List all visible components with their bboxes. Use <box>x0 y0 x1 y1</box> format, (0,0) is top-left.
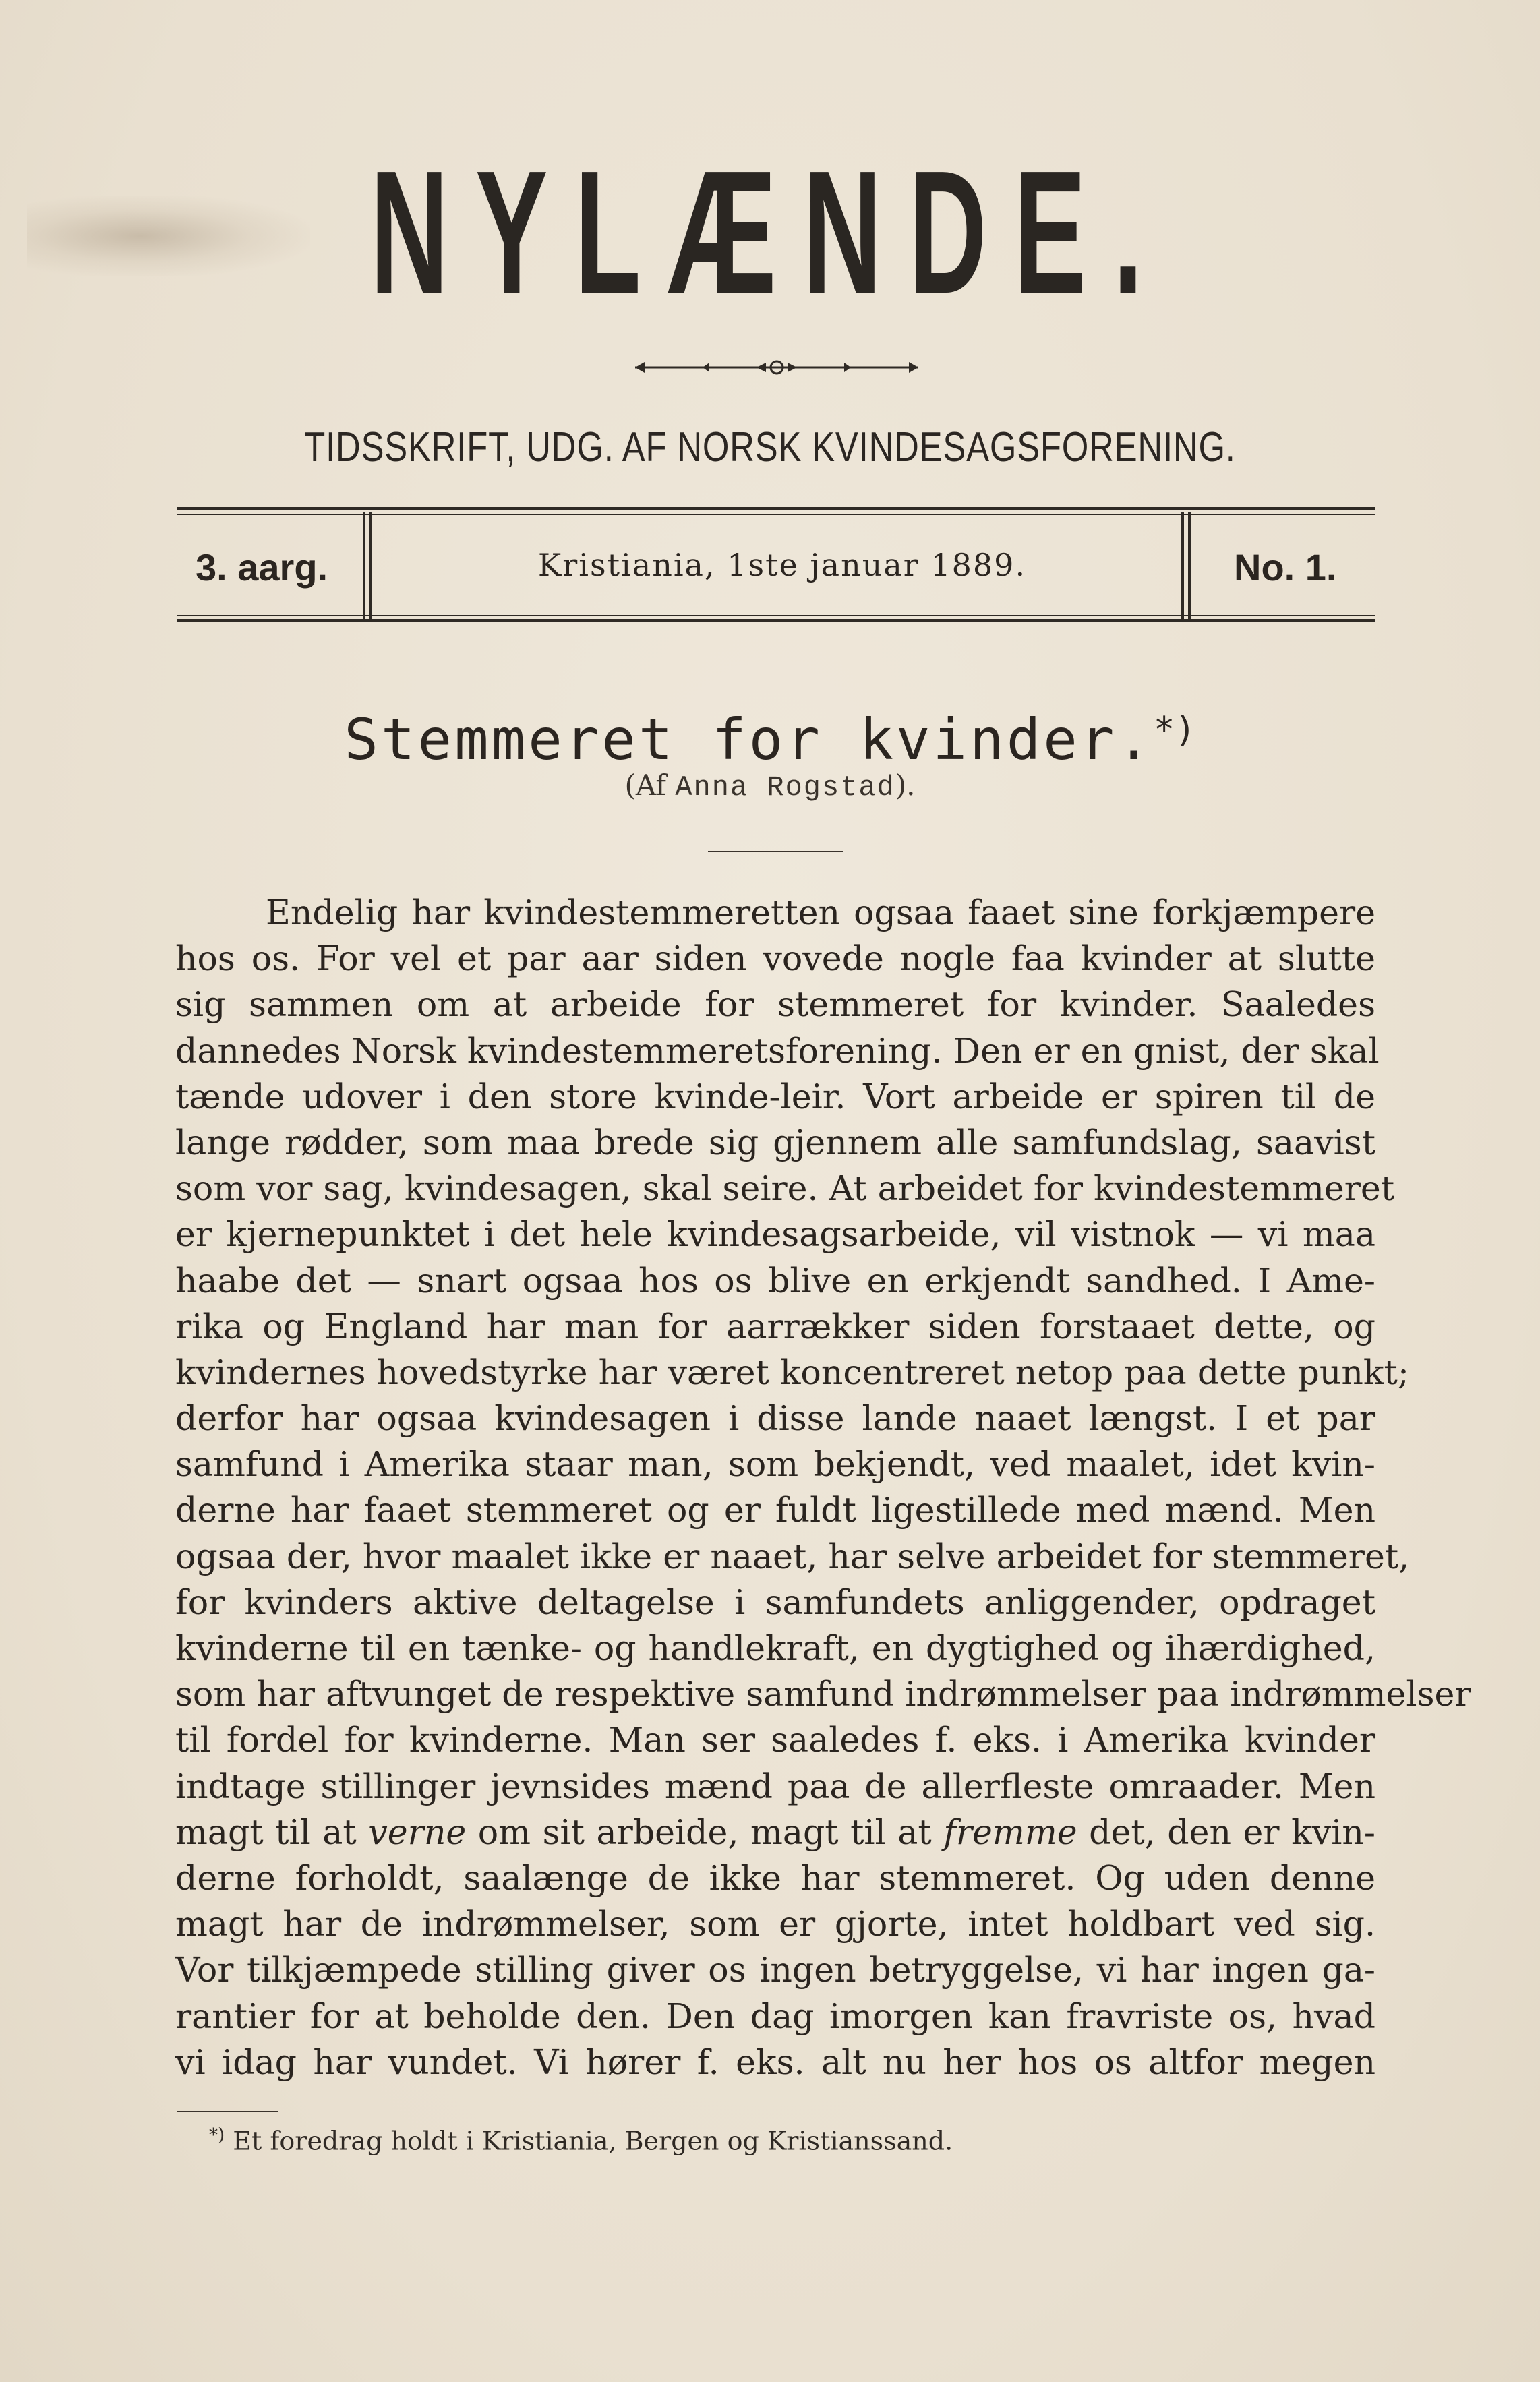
text-line: derfor har ogsaa kvindesagen i disse lande naaet længst. I et par <box>175 1398 1375 1439</box>
text-line: sig sammen om at arbeide for stemmeret for kvinder. Saaledes <box>175 984 1375 1025</box>
article-body <box>175 890 1471 2085</box>
footnote-rule <box>177 2111 278 2112</box>
volume-label: 3. aarg. <box>196 546 328 589</box>
infobar-divider <box>363 512 365 620</box>
byline-prefix: (Af <box>624 769 666 802</box>
article-title <box>0 707 1540 773</box>
text-line: samfund i Amerika staar man, som bekjendt, ved maalet, idet kvin- <box>175 1444 1375 1485</box>
text-segment: om sit arbeide, magt til at <box>466 1812 944 1852</box>
byline-suffix: ). <box>895 769 916 802</box>
text-line: Vor tilkjæmpede stilling giver os ingen betryggelse, vi har ingen ga- <box>175 1950 1375 1990</box>
text-segment: magt til at <box>175 1812 369 1852</box>
text-line: kvindernes hovedstyrke har været koncentreret netop paa dette punkt; <box>175 1352 1409 1392</box>
italic-word: fremme <box>943 1812 1077 1852</box>
author-name: Anna Rogstad <box>675 771 895 804</box>
infobar-bottom-rule <box>177 619 1375 622</box>
masthead-subtitle: TIDSSKRIFT, UDG. AF NORSK KVINDESAGSFORENING. <box>304 424 1236 471</box>
text-line: kvinderne til en tænke- og handlekraft, en dygtighed og ihærdighed, <box>175 1628 1375 1668</box>
footnote-mark: *) <box>209 2125 225 2145</box>
text-line: som har aftvunget de respektive samfund indrømmelser paa indrømmelser <box>175 1674 1471 1715</box>
text-line: haabe det — snart ogsaa hos os blive en erkjendt sandhed. I Ame- <box>175 1260 1375 1301</box>
text-line: rantier for at beholde den. Den dag imorgen kan fravriste os, hvad <box>175 1996 1375 2036</box>
infobar-top-rule <box>177 507 1375 510</box>
text-line: indtage stillinger jevnsides mænd paa de allerfleste omraader. Men <box>175 1766 1375 1806</box>
text-line: magt har de indrømmelser, som er gjorte, intet holdbart ved sig. <box>175 1904 1375 1944</box>
text-line: er kjernepunktet i det hele kvindesagsarbeide, vil vistnok — vi maa <box>175 1214 1375 1255</box>
paper-stain <box>27 196 310 276</box>
text-line: dannedes Norsk kvindestemmeretsforening. Den er en gnist, der skal <box>175 1030 1380 1071</box>
infobar-top-rule-thin <box>177 514 1375 515</box>
text-line: lange rødder, som maa brede sig gjennem alle samfundslag, saavist <box>175 1122 1375 1162</box>
infobar-bottom-rule-thin <box>177 615 1375 616</box>
text-line: som vor sag, kvindesagen, skal seire. At arbeidet for kvindestemmeret <box>175 1168 1395 1209</box>
text-line: derne forholdt, saalænge de ikke har stemmeret. Og uden denne <box>175 1857 1375 1898</box>
text-line: Endelig har kvindestemmeretten ogsaa faaet sine forkjæmpere <box>266 893 1375 932</box>
text-line: til fordel for kvinderne. Man ser saaledes f. eks. i Amerika kvinder <box>175 1720 1375 1760</box>
footnote-text: Et foredrag holdt i Kristiania, Bergen og Kristianssand. <box>233 2126 953 2156</box>
text-line: rika og England har man for aarrækker siden forstaaet dette, og <box>175 1306 1375 1346</box>
text-line: derne har faaet stemmeret og er fuldt ligestillede med mænd. Men <box>175 1490 1375 1530</box>
footnote-ref: *) <box>1153 710 1196 750</box>
masthead-title: NYLÆNDE. <box>369 135 1171 330</box>
ornament-divider-icon <box>622 356 932 379</box>
text-line <box>175 1810 1375 1855</box>
text-line: vi idag har vundet. Vi hører f. eks. alt nu her hos os altfor megen <box>175 2042 1375 2082</box>
byline <box>0 769 1540 804</box>
title-separator <box>708 851 843 852</box>
footnote <box>209 2125 953 2156</box>
text-line: for kvinders aktive deltagelse i samfundets anliggender, opdraget <box>175 1582 1375 1622</box>
infobar-divider <box>369 512 372 620</box>
infobar-divider <box>1188 512 1191 620</box>
article-title-text: Stemmeret for kvinder. <box>344 707 1154 773</box>
text-segment: det, den er kvin- <box>1077 1812 1375 1852</box>
place-date: Kristiania, 1ste januar 1889. <box>537 547 1027 583</box>
italic-word: verne <box>368 1812 467 1852</box>
text-line: ogsaa der, hvor maalet ikke er naaet, har selve arbeidet for stemmeret, <box>175 1536 1410 1576</box>
text-line: tænde udover i den store kvinde-leir. Vort arbeide er spiren til de <box>175 1076 1375 1116</box>
issue-number: No. 1. <box>1234 546 1337 589</box>
text-line: hos os. For vel et par aar siden vovede nogle faa kvinder at slutte <box>175 939 1375 979</box>
